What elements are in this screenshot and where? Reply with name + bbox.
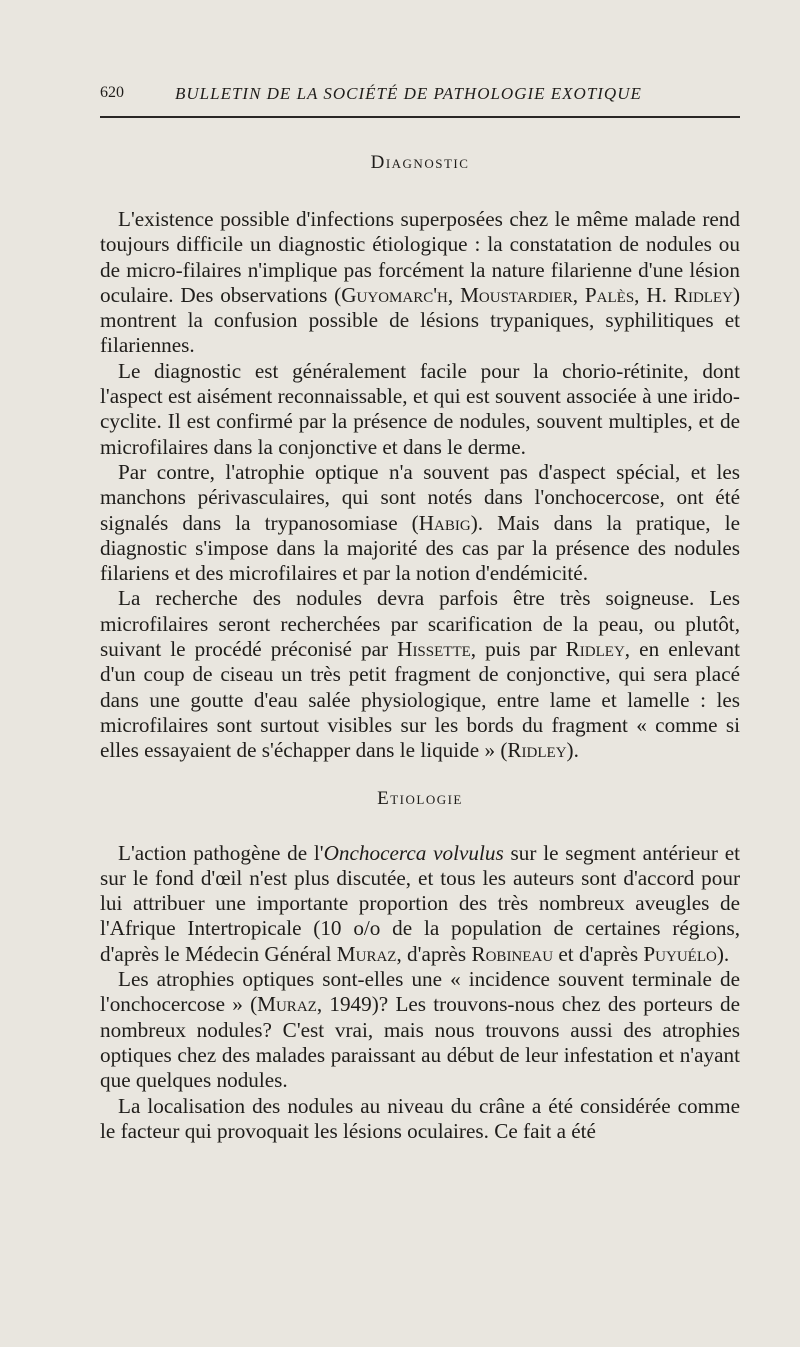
paragraph: L'existence possible d'infections superposées chez le même malade rend toujours difficile un diagnostic étiologique : la constatation de nodules ou de micro-filaires n'implique pas forcément la nature filarienne d'une lésion oculaire. Des observations (Guyomarc'h, Moustardier, Palès, H. Ridley) montrent la confusion possible de lésions trypaniques, syphilitiques et filariennes. <box>100 207 740 358</box>
paragraph: Les atrophies optiques sont-elles une « incidence souvent terminale de l'onchocercose » (Muraz, 1949)? Les trouvons-nous chez des porteurs de nombreux nodules? C'est vrai, mais nous trouvons aussi des atrophies optiques chez des malades paraissant au début de leur infestation et n'ayant que quelques nodules. <box>100 967 740 1093</box>
author-name: Robineau <box>471 941 554 966</box>
paragraph: Par contre, l'atrophie optique n'a souvent pas d'aspect spécial, et les manchons périvasculaires, qui sont notés dans l'onchocercose, ont été signalés dans la trypanosomiase (Habig). Mais dans la pratique, le diagnostic s'impose dans la majorité des cas par la présence des nodules filariens et des microfilaires et par la notion d'endémicité. <box>100 459 740 586</box>
running-header <box>100 84 740 110</box>
species-name: Onchocerca volvulus <box>323 840 504 865</box>
author-name: Puyuélo <box>643 941 717 966</box>
paragraph: La localisation des nodules au niveau du crâne a été considérée comme le facteur qui provoquait les lésions oculaires. Ce fait a été <box>100 1093 740 1143</box>
paragraph: Le diagnostic est généralement facile pour la chorio-rétinite, dont l'aspect est aisément reconnaissable, et qui est souvent associée à une irido-cyclite. Il est confirmé par la présence de nodules, souvent multiples, et de microfilaires dans la conjonctive et dans le derme. <box>100 358 740 459</box>
paragraph: La recherche des nodules devra parfois être très soigneuse. Les microfilaires seront recherchées par scarification de la peau, ou plutôt, suivant le procédé préconisé par Hissette, puis par Ridley, en enlevant d'un coup de ciseau un très petit fragment de conjonctive, qui sera placé dans une goutte d'eau salée physiologique, entre lame et lamelle : les microfilaires sont surtout visibles sur les bords du fragment « comme si elles essayaient de s'échapper dans le liquide » (Ridley). <box>100 586 741 763</box>
author-name: Habig <box>418 510 471 535</box>
author-name: Guyomarc'h <box>341 282 448 307</box>
author-name: Muraz <box>336 941 397 966</box>
running-title: BULLETIN DE LA SOCIÉTÉ DE PATHOLOGIE EXOTIQUE <box>175 84 642 103</box>
author-name: Ridley <box>507 738 567 763</box>
article-body <box>100 150 740 1144</box>
author-name: Muraz <box>257 992 317 1017</box>
author-name: Moustardier <box>460 282 573 307</box>
page-number: 620 <box>100 84 124 101</box>
author-name: Hissette <box>397 637 471 662</box>
author-name: Ridley <box>565 637 625 662</box>
author-name: Ridley <box>673 282 733 307</box>
header-rule <box>100 116 740 118</box>
paragraph: L'action pathogène de l'Onchocerca volvulus sur le segment antérieur et sur le fond d'œil n'est plus discutée, et tous les auteurs sont d'accord pour lui attribuer une importante proportion des très nombreux aveugles de l'Afrique Intertropicale (10 o/o de la population de certaines régions, d'après le Médecin Général Muraz, d'après Robineau et d'après Puyuélo). <box>100 840 740 966</box>
section-heading-diagnostic: Diagnostic <box>370 152 470 173</box>
section-heading-etiologie: Etiologie <box>377 787 463 809</box>
author-name: Palès <box>584 282 635 307</box>
